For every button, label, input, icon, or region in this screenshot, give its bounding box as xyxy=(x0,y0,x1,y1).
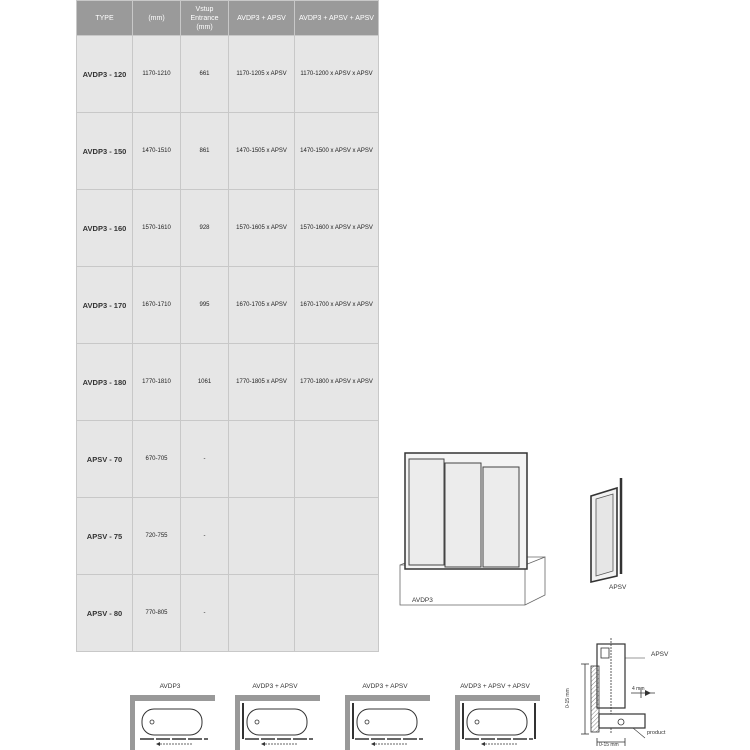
avdp3-illustration xyxy=(395,445,555,610)
table-cell: 861 xyxy=(181,113,229,190)
table-cell: 1570-1600 x APSV x APSV xyxy=(295,190,379,267)
table-cell: - xyxy=(181,575,229,652)
detail-vert-dim: 0-15 mm xyxy=(565,688,571,708)
table-cell: 1770-1800 x APSV x APSV xyxy=(295,344,379,421)
table-cell: 770-805 xyxy=(133,575,181,652)
type-cell: AVDP3 - 160 xyxy=(77,190,133,267)
table-cell: 1570-1605 x APSV xyxy=(229,190,295,267)
apsv-label: APSV xyxy=(609,584,627,591)
table-row xyxy=(77,575,379,652)
avdp3-label: AVDP3 xyxy=(412,597,433,604)
apsv-illustration xyxy=(585,470,630,585)
table-cell: 1670-1700 x APSV x APSV xyxy=(295,267,379,344)
type-cell: APSV - 75 xyxy=(77,498,133,575)
header-type: TYPE xyxy=(77,1,133,36)
detail-apsv-label: APSV xyxy=(651,651,669,658)
plan-view xyxy=(130,695,215,750)
type-cell: APSV - 70 xyxy=(77,421,133,498)
table-cell xyxy=(229,575,295,652)
table-cell: - xyxy=(181,421,229,498)
table-cell: 661 xyxy=(181,36,229,113)
table-cell: 928 xyxy=(181,190,229,267)
table-cell: 1170-1200 x APSV x APSV xyxy=(295,36,379,113)
table-cell xyxy=(295,421,379,498)
type-cell: AVDP3 - 170 xyxy=(77,267,133,344)
table-cell: 720-755 xyxy=(133,498,181,575)
spec-table xyxy=(76,0,379,652)
table-cell xyxy=(229,498,295,575)
table-cell: 1770-1810 xyxy=(133,344,181,421)
header-mm: (mm) xyxy=(133,1,181,36)
type-cell: AVDP3 - 120 xyxy=(77,36,133,113)
table-cell: 1170-1210 xyxy=(133,36,181,113)
table-cell: 1670-1705 x APSV xyxy=(229,267,295,344)
header-avdp3-apsv-apsv: AVDP3 + APSV + APSV xyxy=(295,1,379,36)
type-cell: AVDP3 - 180 xyxy=(77,344,133,421)
table-cell xyxy=(295,575,379,652)
plan-title: AVDP3 + APSV xyxy=(362,683,408,690)
table-cell xyxy=(295,498,379,575)
table-row xyxy=(77,113,379,190)
table-row xyxy=(77,190,379,267)
header-avdp3-apsv: AVDP3 + APSV xyxy=(229,1,295,36)
table-row xyxy=(77,498,379,575)
header-row xyxy=(77,1,379,36)
table-cell: 995 xyxy=(181,267,229,344)
plan-view xyxy=(235,695,320,750)
table-cell: 1470-1500 x APSV x APSV xyxy=(295,113,379,190)
detail-product-label: product xyxy=(647,730,666,736)
table-row xyxy=(77,421,379,498)
table-row xyxy=(77,36,379,113)
table-cell xyxy=(229,421,295,498)
plan-view xyxy=(345,695,430,750)
type-cell: AVDP3 - 150 xyxy=(77,113,133,190)
plan-title: AVDP3 xyxy=(159,683,181,690)
table-cell: 1470-1510 xyxy=(133,113,181,190)
table-cell: 1570-1610 xyxy=(133,190,181,267)
plan-title: AVDP3 + APSV xyxy=(252,683,298,690)
table-cell: 1770-1805 x APSV xyxy=(229,344,295,421)
detail-horiz-dim: 0-15 mm xyxy=(599,742,619,748)
table-row xyxy=(77,267,379,344)
type-cell: APSV - 80 xyxy=(77,575,133,652)
apsv-detail-diagram xyxy=(575,638,685,750)
table-cell: - xyxy=(181,498,229,575)
plan-view xyxy=(455,695,540,750)
table-cell: 1670-1710 xyxy=(133,267,181,344)
header-entrance: Vstup Entrance (mm) xyxy=(181,1,229,36)
table-cell: 670-705 xyxy=(133,421,181,498)
table-row xyxy=(77,344,379,421)
detail-gap-label: 4 mm xyxy=(632,686,645,692)
table-cell: 1061 xyxy=(181,344,229,421)
table-cell: 1170-1205 x APSV xyxy=(229,36,295,113)
plan-title: AVDP3 + APSV + APSV xyxy=(460,683,530,690)
table-cell: 1470-1505 x APSV xyxy=(229,113,295,190)
